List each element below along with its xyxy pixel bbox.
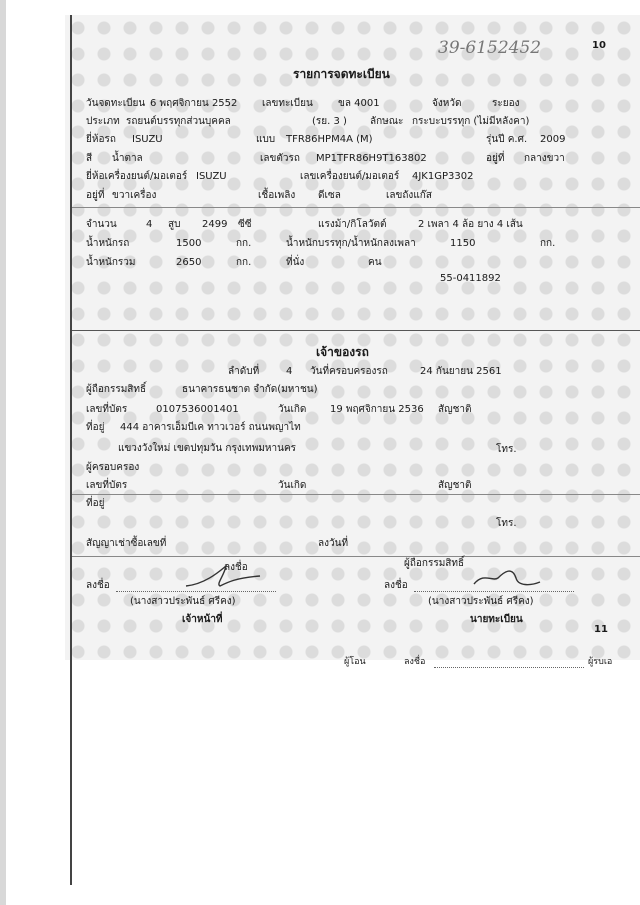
seats-label: ที่นั่ง: [286, 257, 305, 268]
possessor-id-label: เลขที่บัตร: [86, 480, 128, 491]
brand-label: ยี่ห้อรถ: [86, 134, 116, 145]
style-label: ลักษณะ: [370, 116, 404, 127]
officer-sign-line: [116, 590, 276, 592]
footer-sign-label: ลงชื่อ: [404, 657, 426, 667]
order-label: ลำดับที่: [228, 366, 260, 377]
gross-label: น้ำหนักรวม: [86, 257, 136, 268]
possessor-label: ผู้ครอบครอง: [86, 462, 140, 473]
holder-role-label: ผู้ถือกรรมสิทธิ์: [404, 558, 465, 569]
scan-edge: [0, 0, 6, 905]
officer-sign-label: ลงชื่อ: [86, 580, 110, 591]
id-number: 0107536001401: [156, 404, 239, 415]
possess-date-label: วันที่ครอบครองรถ: [310, 366, 388, 377]
registrar-sign-label: ลงชื่อ: [384, 580, 408, 591]
order: 4: [286, 366, 293, 377]
page-number-top: 10: [592, 40, 606, 51]
cylinder-label: สูบ: [168, 219, 181, 230]
engine-brand-label: ยี่ห้อเครื่องยนต์/มอเตอร์: [86, 171, 188, 182]
address-line1: 444 อาคารเอ็มบีเค ทาวเวอร์ ถนนพญาไท: [120, 422, 301, 433]
type-label: ประเภท: [86, 116, 120, 127]
section-divider: [72, 330, 640, 331]
cc: 2499: [202, 219, 228, 230]
year-label: รุ่นปี ค.ศ.: [486, 134, 528, 145]
engine-no: 4JK1GP3302: [412, 171, 474, 182]
tank-label: เลขถังแก๊ส: [386, 190, 432, 201]
holder-label: ผู้ถือกรรมสิทธิ์: [86, 384, 147, 395]
fuel: ดีเซล: [318, 190, 341, 201]
load: 1150: [450, 238, 476, 249]
color-label: สี: [86, 153, 93, 164]
type: รถยนต์บรรทุกส่วนบุคคล: [126, 116, 231, 127]
chassis-label: เลขตัวรถ: [260, 153, 300, 164]
officer-role: เจ้าหน้าที่: [182, 614, 223, 625]
section-divider: [72, 494, 640, 495]
footer-transferor: ผู้โอน: [344, 657, 366, 667]
footer-right-label: ผู้รบเอ: [588, 657, 613, 667]
handwritten-number: 39-6152452: [438, 38, 542, 58]
possessor-nationality-label: สัญชาติ: [438, 480, 472, 491]
type-code: (รย. 3 ): [312, 116, 347, 127]
reg-date-label: วันจดทะเบียน: [86, 98, 146, 109]
province: ระยอง: [492, 98, 520, 109]
axles: 2 เพลา 4 ล้อ ยาง 4 เส้น: [418, 219, 523, 230]
model-label: แบบ: [256, 134, 276, 145]
province-label: จังหวัด: [432, 98, 462, 109]
load-kg: กก.: [540, 238, 556, 249]
gross-kg: กก.: [236, 257, 252, 268]
doc-code: 55-0411892: [440, 273, 501, 284]
count-label: จำนวน: [86, 219, 117, 230]
footer-sign-line: [434, 666, 584, 668]
officer-name: (นางสาวประพันธ์ ศรีคง): [130, 596, 236, 607]
weight-kg: กก.: [236, 238, 252, 249]
gross: 2650: [176, 257, 202, 268]
engine-at: ขวาเครื่อง: [112, 190, 157, 201]
chassis-at-label: อยู่ที่: [486, 153, 505, 164]
address-label: ที่อยู่: [86, 422, 105, 433]
fuel-label: เชื้อเพลิง: [258, 190, 296, 201]
chassis: MP1TFR86H9T163802: [316, 153, 427, 164]
chassis-at: กลางขวา: [524, 153, 565, 164]
power-label: แรงม้า/กิโลวัตต์: [318, 219, 387, 230]
birth: 19 พฤศจิกายน 2536: [330, 404, 424, 415]
reg-date: 6 พฤศจิกายน 2552: [150, 98, 238, 109]
brand: ISUZU: [132, 134, 163, 145]
engine-no-label: เลขเครื่องยนต์/มอเตอร์: [300, 171, 400, 182]
load-label: น้ำหนักบรรทุก/น้ำหนักลงเพลา: [286, 238, 416, 249]
lease-label: สัญญาเช่าซื้อเลขที่: [86, 538, 167, 549]
section-divider: [72, 207, 640, 208]
id-label: เลขที่บัตร: [86, 404, 128, 415]
cc-label: ซีซี: [238, 219, 252, 230]
model: TFR86HPM4A (M): [286, 134, 373, 145]
binding-line: [70, 15, 72, 885]
phone-label: โทร.: [496, 444, 517, 455]
lease-date-label: ลงวันที่: [318, 538, 349, 549]
registrar-name: (นางสาวประพันธ์ ศรีคง): [428, 596, 534, 607]
holder: ธนาคารธนชาต จำกัด(มหาชน): [182, 384, 318, 395]
registrar-sign-line: [414, 590, 574, 592]
plate: ขล 4001: [338, 98, 380, 109]
address-line2: แขวงวังใหม่ เขตปทุมวัน กรุงเทพมหานคร: [118, 443, 297, 454]
color: น้ำตาล: [112, 153, 143, 164]
plate-label: เลขทะเบียน: [262, 98, 313, 109]
officer-sign-top-label: ลงชื่อ: [224, 562, 248, 573]
section-divider: [72, 556, 640, 557]
year: 2009: [540, 134, 566, 145]
owner-title: เจ้าของรถ: [316, 345, 369, 359]
possessor-phone-label: โทร.: [496, 518, 517, 529]
page-number-bottom: 11: [594, 624, 608, 635]
possess-date: 24 กันยายน 2561: [420, 366, 502, 377]
engine-at-label: อยู่ที่: [86, 190, 105, 201]
possessor-address-label: ที่อยู่: [86, 498, 105, 509]
birth-label: วันเกิด: [278, 404, 307, 415]
style: กระบะบรรทุก (ไม่มีหลังคา): [412, 116, 530, 127]
weight-label: น้ำหนักรถ: [86, 238, 130, 249]
weight: 1500: [176, 238, 202, 249]
persons-label: คน: [368, 257, 382, 268]
nationality-label: สัญชาติ: [438, 404, 472, 415]
registration-title: รายการจดทะเบียน: [293, 67, 390, 81]
possessor-birth-label: วันเกิด: [278, 480, 307, 491]
cylinders: 4: [146, 219, 153, 230]
registrar-role: นายทะเบียน: [470, 614, 523, 625]
engine-brand: ISUZU: [196, 171, 227, 182]
